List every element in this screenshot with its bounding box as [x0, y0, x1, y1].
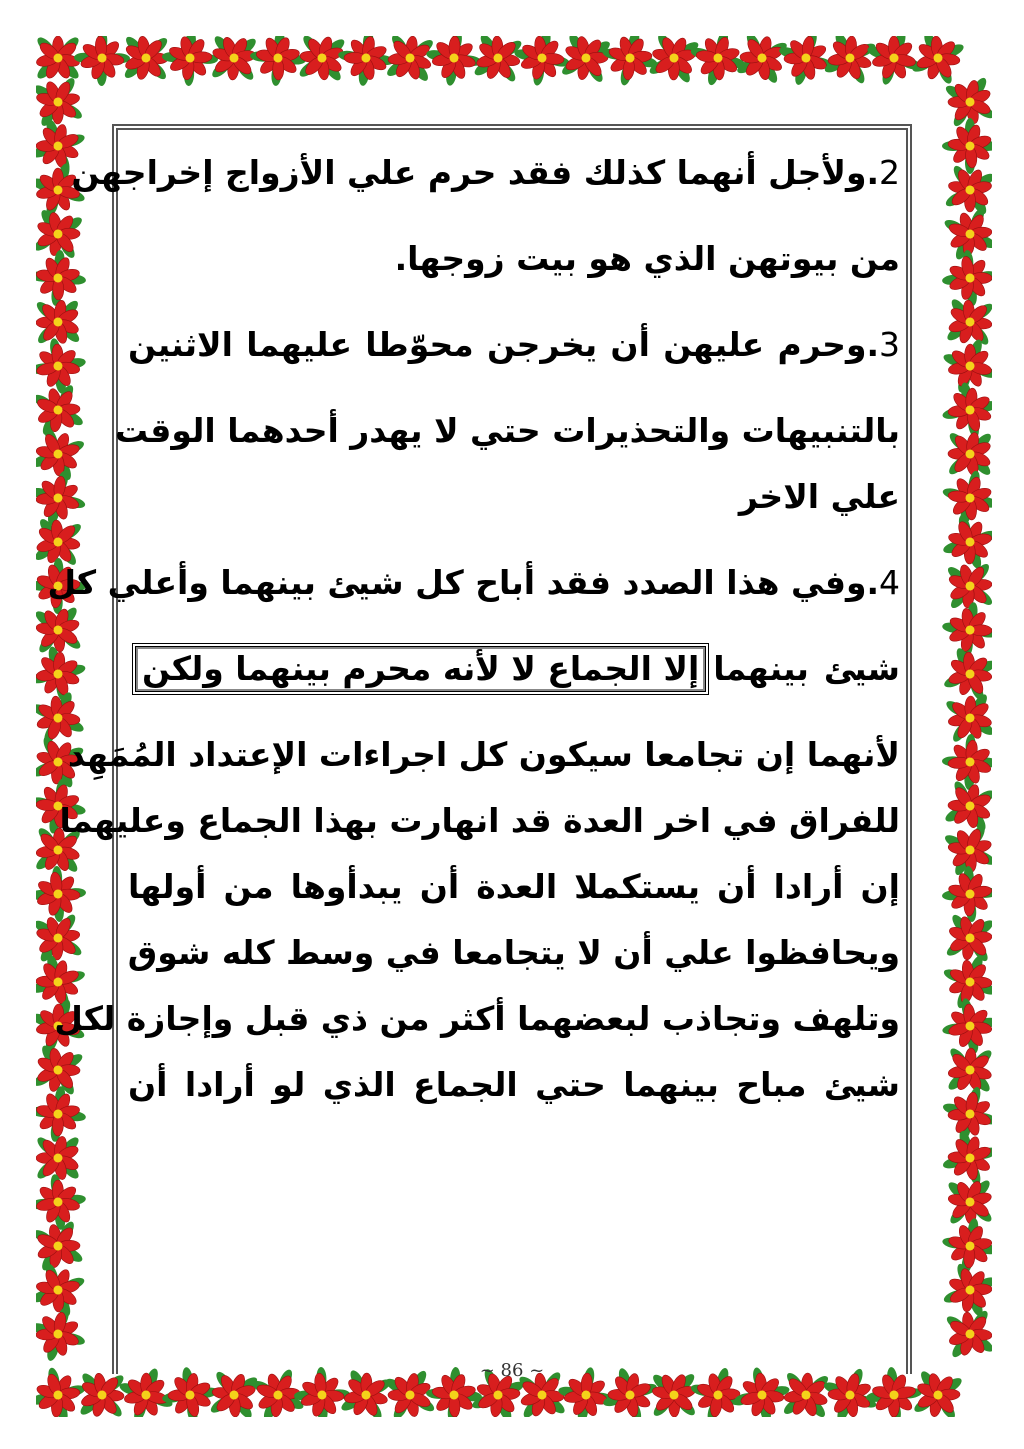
poinsettia-icon — [944, 296, 992, 348]
poinsettia-icon — [938, 994, 992, 1059]
poinsettia-icon — [36, 1135, 81, 1182]
text-line: بالتنبيهات والتحذيرات حتي لا يهدر أحدهما الوقت — [114, 411, 900, 450]
text-line: علي الاخر — [738, 477, 900, 516]
body-text — [47, 140, 900, 1118]
poinsettia-icon — [946, 430, 992, 477]
poinsettia-icon — [296, 36, 347, 84]
poinsettia-icon — [939, 511, 992, 574]
text-line: ويحافظوا علي أن لا يتجامعا في وسط كله شوق — [127, 933, 900, 972]
poinsettia-icon — [384, 36, 437, 84]
poinsettia-icon — [471, 36, 525, 85]
text-line: لأنهما إن تجامعا سيكون كل اجراءات الإعتداد المُمَهِد — [67, 735, 900, 774]
text-line: للفراق في اخر العدة قد انهارت بهذا الجماع وعليهما — [59, 801, 900, 840]
page-number: ~ 86 ~ — [479, 1360, 545, 1381]
poinsettia-icon — [937, 245, 992, 311]
poinsettia-icon — [36, 298, 82, 346]
highlight-box: إلا الجماع لا لأنه محرم بينهما ولكن — [132, 643, 709, 695]
poinsettia-icon — [36, 74, 86, 129]
poinsettia-icon — [36, 861, 91, 927]
poinsettia-icon — [945, 1177, 992, 1226]
poinsettia-icon — [157, 36, 223, 91]
text-line: إن أرادا أن يستكملا العدة أن يبدأوها من أولها — [128, 867, 900, 906]
text-line: 4.وفي هذا الصدد فقد أباح كل شيئ بينهما وأعلي كل — [47, 563, 900, 602]
poinsettia-icon — [938, 1126, 992, 1189]
poinsettia-icon — [945, 561, 992, 612]
text-line: 3.وحرم عليهن أن يخرجن محوّطا عليهما الاثنين — [128, 325, 900, 364]
text-line: من بيوتهن الذي هو بيت زوجها. — [394, 239, 900, 278]
poinsettia-icon — [938, 378, 992, 443]
poinsettia-icon — [943, 1307, 992, 1360]
poinsettia-icon — [943, 911, 992, 964]
text-line: 2.ولأجل أنهما كذلك فقد حرم علي الأزواج إخراجهن — [71, 153, 900, 192]
poinsettia-icon — [945, 1045, 992, 1094]
text-line: وتلهف وتجاذب لبعضهما أكثر من ذي قبل وإجازة لكل — [54, 999, 900, 1038]
text-line: شيئ مباح بينهما حتي الجماع الذي لو أرادا أن — [128, 1065, 900, 1104]
poinsettia-icon — [821, 36, 880, 87]
poinsettia-icon — [937, 113, 992, 179]
boxed-text-line: شيئ بينهماإلا الجماع لا لأنه محرم بينهما ولكن — [128, 636, 900, 702]
poinsettia-icon — [36, 1302, 90, 1365]
poinsettia-icon — [937, 729, 992, 795]
